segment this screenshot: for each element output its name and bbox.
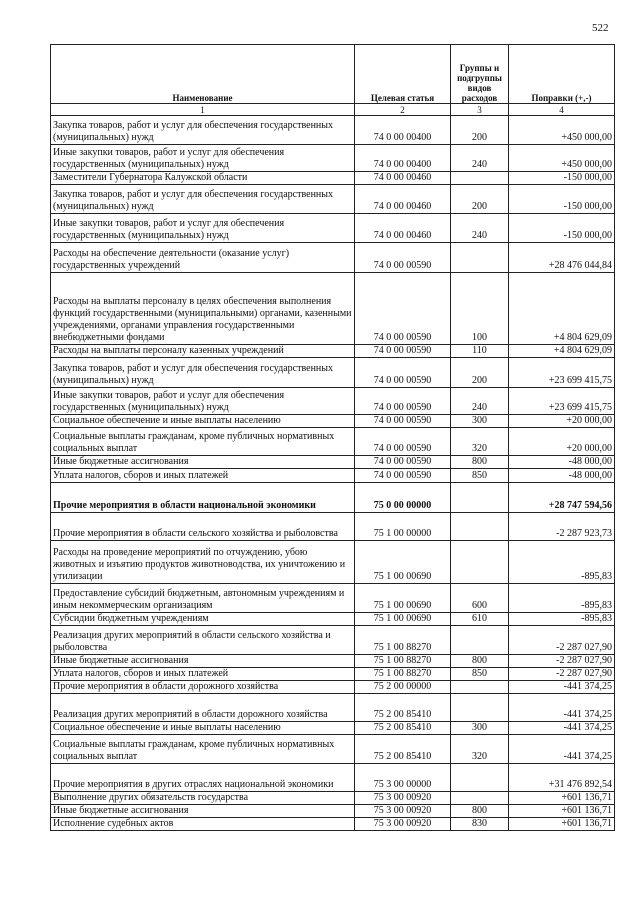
row-name: Предоставление субсидий бюджетным, автономным учреждениям и иным некоммерческим организациям [51,584,355,613]
row-expense-group [451,172,509,185]
row-amendment: +4 804 629,09 [509,273,615,345]
row-name: Социальное обеспечение и иные выплаты населению [51,415,355,428]
row-amendment: +23 699 415,75 [509,388,615,415]
table-row [51,273,615,345]
row-target-article: 75 3 00 00920 [355,805,451,818]
row-amendment: +23 699 415,75 [509,358,615,388]
row-expense-group [451,626,509,655]
row-name: Прочие мероприятия в области сельского хозяйства и рыболовства [51,513,355,541]
row-amendment: -441 374,25 [509,681,615,694]
row-expense-group: 240 [451,214,509,243]
column-number: 3 [451,104,509,116]
row-name: Прочие мероприятия в области национальной экономики [51,483,355,513]
table-row [51,668,615,681]
table-row [51,792,615,805]
row-amendment: -150 000,00 [509,214,615,243]
row-name: Иные закупки товаров, работ и услуг для обеспечения государственных (муниципальных) нужд [51,388,355,415]
row-target-article: 75 0 00 00000 [355,483,451,513]
table-row [51,185,615,214]
table-row [51,584,615,613]
table-row [51,764,615,792]
row-amendment: +450 000,00 [509,145,615,172]
row-expense-group: 600 [451,584,509,613]
row-expense-group [451,694,509,722]
row-amendment: -2 287 027,90 [509,626,615,655]
table-row [51,145,615,172]
row-amendment: -2 287 923,73 [509,513,615,541]
column-number: 4 [509,104,615,116]
row-target-article: 74 0 00 00590 [355,273,451,345]
row-target-article: 74 0 00 00400 [355,116,451,145]
row-name: Исполнение судебных актов [51,818,355,831]
row-amendment: +601 136,71 [509,792,615,805]
row-expense-group: 300 [451,722,509,735]
row-name: Закупка товаров, работ и услуг для обеспечения государственных (муниципальных) нужд [51,185,355,214]
table-row [51,116,615,145]
table-row [51,469,615,483]
row-target-article: 75 3 00 00920 [355,818,451,831]
row-target-article: 75 1 00 88270 [355,626,451,655]
row-name: Закупка товаров, работ и услуг для обеспечения государственных (муниципальных) нужд [51,116,355,145]
row-amendment: +450 000,00 [509,116,615,145]
table-row [51,626,615,655]
row-name: Уплата налогов, сборов и иных платежей [51,469,355,483]
row-target-article: 75 3 00 00000 [355,764,451,792]
page-number: 522 [592,22,609,34]
row-target-article: 74 0 00 00590 [355,456,451,469]
row-expense-group: 240 [451,145,509,172]
row-amendment: +601 136,71 [509,805,615,818]
header-name: Наименование [51,45,355,104]
row-target-article: 74 0 00 00590 [355,388,451,415]
row-target-article: 74 0 00 00590 [355,415,451,428]
table-row [51,345,615,358]
row-amendment: +4 804 629,09 [509,345,615,358]
table-row [51,613,615,626]
row-amendment: -441 374,25 [509,722,615,735]
row-name: Иные бюджетные ассигнования [51,655,355,668]
row-target-article: 74 0 00 00460 [355,185,451,214]
row-name: Расходы на обеспечение деятельности (оказание услуг) государственных учреждений [51,243,355,273]
row-name: Расходы на проведение мероприятий по отчуждению, убою животных и изъятию продуктов животноводства, их уничтожению и утилизации [51,541,355,584]
row-target-article: 75 1 00 00690 [355,541,451,584]
row-expense-group: 320 [451,428,509,456]
row-amendment: -895,83 [509,584,615,613]
row-target-article: 75 2 00 85410 [355,694,451,722]
table-row [51,735,615,764]
row-amendment: -895,83 [509,613,615,626]
row-name: Иные закупки товаров, работ и услуг для обеспечения государственных (муниципальных) нужд [51,214,355,243]
table-row [51,541,615,584]
row-amendment: +28 747 594,56 [509,483,615,513]
row-name: Социальные выплаты гражданам, кроме публичных нормативных социальных выплат [51,735,355,764]
row-expense-group: 200 [451,116,509,145]
row-target-article: 74 0 00 00460 [355,172,451,185]
row-amendment: +20 000,00 [509,415,615,428]
row-expense-group: 110 [451,345,509,358]
table-row [51,681,615,694]
row-amendment: -2 287 027,90 [509,668,615,681]
row-name: Социальные выплаты гражданам, кроме публичных нормативных социальных выплат [51,428,355,456]
row-target-article: 74 0 00 00590 [355,469,451,483]
row-expense-group: 200 [451,358,509,388]
row-name: Расходы на выплаты персоналу казенных учреждений [51,345,355,358]
row-target-article: 75 1 00 00000 [355,513,451,541]
row-name: Иные бюджетные ассигнования [51,805,355,818]
column-number: 1 [51,104,355,116]
table-row [51,243,615,273]
table-row [51,513,615,541]
row-target-article: 75 1 00 88270 [355,668,451,681]
row-expense-group: 850 [451,469,509,483]
row-expense-group [451,792,509,805]
row-amendment: -48 000,00 [509,456,615,469]
table-row [51,694,615,722]
row-target-article: 74 0 00 00400 [355,145,451,172]
table-row [51,172,615,185]
row-amendment: +601 136,71 [509,818,615,831]
row-name: Иные бюджетные ассигнования [51,456,355,469]
row-amendment: -441 374,25 [509,694,615,722]
row-amendment: -895,83 [509,541,615,584]
row-amendment: +28 476 044,84 [509,243,615,273]
row-name: Закупка товаров, работ и услуг для обеспечения государственных (муниципальных) нужд [51,358,355,388]
budget-table [50,44,615,831]
table-header-row [51,45,615,104]
table-row [51,456,615,469]
row-expense-group: 850 [451,668,509,681]
table-row [51,428,615,456]
row-expense-group [451,681,509,694]
table-row [51,483,615,513]
row-target-article: 75 2 00 85410 [355,735,451,764]
row-name: Выполнение других обязательств государства [51,792,355,805]
row-amendment: -150 000,00 [509,172,615,185]
row-amendment: -2 287 027,90 [509,655,615,668]
row-expense-group [451,243,509,273]
row-amendment: -48 000,00 [509,469,615,483]
row-amendment: +31 476 892,54 [509,764,615,792]
header-expense-groups: Группы и подгруппы видов расходов [451,45,509,104]
table-row [51,358,615,388]
table-row [51,818,615,831]
table-body [51,116,615,831]
row-name: Уплата налогов, сборов и иных платежей [51,668,355,681]
row-amendment: -441 374,25 [509,735,615,764]
row-expense-group [451,541,509,584]
table-row [51,722,615,735]
row-amendment: +20 000,00 [509,428,615,456]
row-expense-group [451,764,509,792]
row-expense-group: 300 [451,415,509,428]
row-name: Прочие мероприятия в области дорожного хозяйства [51,681,355,694]
row-expense-group: 800 [451,655,509,668]
row-target-article: 75 1 00 00690 [355,584,451,613]
row-name: Заместители Губернатора Калужской области [51,172,355,185]
row-expense-group: 830 [451,818,509,831]
row-name: Иные закупки товаров, работ и услуг для обеспечения государственных (муниципальных) нужд [51,145,355,172]
row-target-article: 75 1 00 88270 [355,655,451,668]
table-row [51,214,615,243]
row-expense-group: 610 [451,613,509,626]
row-expense-group: 800 [451,456,509,469]
row-target-article: 74 0 00 00460 [355,214,451,243]
row-name: Реализация других мероприятий в области дорожного хозяйства [51,694,355,722]
table-row [51,388,615,415]
row-target-article: 75 3 00 00920 [355,792,451,805]
header-amendments: Поправки (+,-) [509,45,615,104]
header-target-article: Целевая статья [355,45,451,104]
row-amendment: -150 000,00 [509,185,615,214]
column-number: 2 [355,104,451,116]
row-name: Прочие мероприятия в других отраслях национальной экономики [51,764,355,792]
row-expense-group: 100 [451,273,509,345]
row-expense-group [451,513,509,541]
column-number-row [51,104,615,116]
row-name: Социальное обеспечение и иные выплаты населению [51,722,355,735]
row-expense-group: 200 [451,185,509,214]
row-target-article: 74 0 00 00590 [355,243,451,273]
row-target-article: 74 0 00 00590 [355,358,451,388]
row-name: Реализация других мероприятий в области сельского хозяйства и рыболовства [51,626,355,655]
row-target-article: 75 1 00 00690 [355,613,451,626]
table-row [51,805,615,818]
row-expense-group: 320 [451,735,509,764]
row-name: Субсидии бюджетным учреждениям [51,613,355,626]
row-target-article: 75 2 00 00000 [355,681,451,694]
row-expense-group [451,483,509,513]
row-target-article: 75 2 00 85410 [355,722,451,735]
row-expense-group: 240 [451,388,509,415]
row-target-article: 74 0 00 00590 [355,428,451,456]
row-name: Расходы на выплаты персоналу в целях обеспечения выполнения функций государственными (муниципальными) органами, казенными учреждениями, органами управления государственными внебюджетными фондами [51,273,355,345]
table-row [51,415,615,428]
row-target-article: 74 0 00 00590 [355,345,451,358]
table-row [51,655,615,668]
row-expense-group: 800 [451,805,509,818]
